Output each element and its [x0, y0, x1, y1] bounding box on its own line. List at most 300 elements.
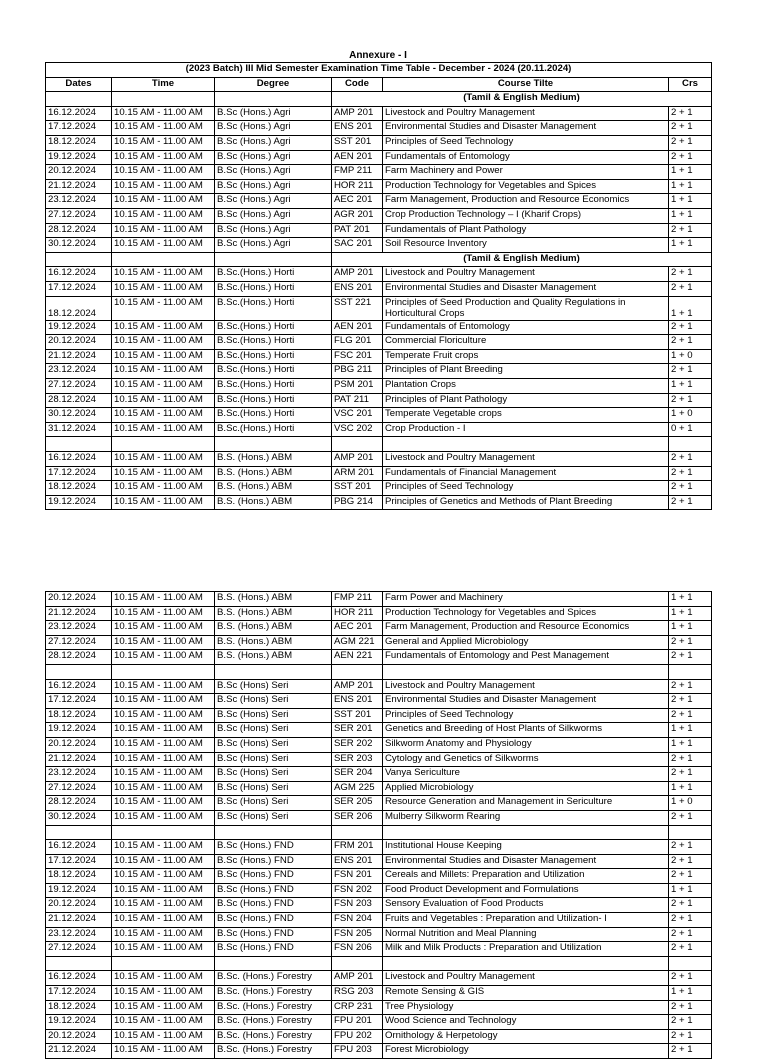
course-code: ENS 201 [332, 121, 383, 136]
degree: B.Sc (Hons.) Agri [215, 223, 332, 238]
exam-date: 19.12.2024 [46, 150, 112, 165]
table-row [46, 679, 712, 694]
table-row [46, 335, 712, 350]
credits: 2 + 1 [669, 650, 712, 665]
credits: 1 + 0 [669, 796, 712, 811]
exam-time: 10.15 AM - 11.00 AM [112, 208, 215, 223]
exam-time: 10.15 AM - 11.00 AM [112, 752, 215, 767]
course-code: AMP 201 [332, 267, 383, 282]
exam-date: 16.12.2024 [46, 971, 112, 986]
credits: 2 + 1 [669, 1015, 712, 1030]
course-title: Environmental Studies and Disaster Management [383, 694, 669, 709]
degree: B.Sc. (Hons.) Forestry [215, 1015, 332, 1030]
exam-time: 10.15 AM - 11.00 AM [112, 796, 215, 811]
course-title: Crop Production - I [383, 422, 669, 437]
exam-timetable-page-1 [45, 62, 712, 510]
empty-cell [669, 956, 712, 971]
credits: 1 + 1 [669, 165, 712, 180]
degree: B.Sc.(Hons.) Horti [215, 393, 332, 408]
exam-date: 17.12.2024 [46, 466, 112, 481]
course-code: AMP 201 [332, 106, 383, 121]
column-header: Dates [46, 77, 112, 92]
course-code: ARM 201 [332, 466, 383, 481]
course-title: Crop Production Technology – I (Kharif Crops) [383, 208, 669, 223]
degree: B.Sc.(Hons.) Horti [215, 422, 332, 437]
exam-date: 16.12.2024 [46, 679, 112, 694]
degree: B.Sc (Hons) Seri [215, 723, 332, 738]
credits: 2 + 1 [669, 267, 712, 282]
credits: 2 + 1 [669, 942, 712, 957]
exam-date: 16.12.2024 [46, 106, 112, 121]
degree: B.Sc (Hons) Seri [215, 781, 332, 796]
course-code: SER 202 [332, 737, 383, 752]
table-title: (2023 Batch) III Mid Semester Examination Time Table - December - 2024 (20.11.2024) [46, 63, 712, 78]
course-title: Farm Management, Production and Resource Economics [383, 194, 669, 209]
credits: 2 + 1 [669, 481, 712, 496]
credits: 2 + 1 [669, 913, 712, 928]
exam-time: 10.15 AM - 11.00 AM [112, 1044, 215, 1059]
credits: 2 + 1 [669, 495, 712, 510]
course-title: Silkworm Anatomy and Physiology [383, 737, 669, 752]
course-code: PAT 211 [332, 393, 383, 408]
credits: 1 + 1 [669, 986, 712, 1001]
course-title: Livestock and Poultry Management [383, 452, 669, 467]
empty-cell [215, 92, 332, 107]
exam-time: 10.15 AM - 11.00 AM [112, 121, 215, 136]
course-code: AGM 221 [332, 635, 383, 650]
spacer-row [46, 664, 712, 679]
degree: B.Sc (Hons.) FND [215, 913, 332, 928]
course-code: SST 221 [332, 296, 383, 320]
exam-date: 20.12.2024 [46, 592, 112, 607]
course-title: Ornithology & Herpetology [383, 1029, 669, 1044]
degree: B.Sc (Hons.) Agri [215, 135, 332, 150]
course-title: Production Technology for Vegetables and Spices [383, 606, 669, 621]
exam-time: 10.15 AM - 11.00 AM [112, 408, 215, 423]
table-row [46, 495, 712, 510]
exam-date: 19.12.2024 [46, 723, 112, 738]
degree: B.Sc (Hons.) Agri [215, 165, 332, 180]
exam-date: 17.12.2024 [46, 694, 112, 709]
degree: B.S. (Hons.) ABM [215, 481, 332, 496]
course-title: General and Applied Microbiology [383, 635, 669, 650]
credits: 2 + 1 [669, 106, 712, 121]
table-row [46, 810, 712, 825]
course-title: Cytology and Genetics of Silkworms [383, 752, 669, 767]
course-code: AEN 201 [332, 150, 383, 165]
degree: B.Sc (Hons) Seri [215, 679, 332, 694]
table-row [46, 194, 712, 209]
table-row [46, 650, 712, 665]
exam-time: 10.15 AM - 11.00 AM [112, 422, 215, 437]
credits: 2 + 1 [669, 135, 712, 150]
degree: B.Sc.(Hons.) Horti [215, 349, 332, 364]
exam-time: 10.15 AM - 11.00 AM [112, 737, 215, 752]
course-code: HOR 211 [332, 606, 383, 621]
degree: B.Sc (Hons) Seri [215, 796, 332, 811]
table-row [46, 840, 712, 855]
credits: 2 + 1 [669, 320, 712, 335]
exam-date: 27.12.2024 [46, 635, 112, 650]
credits: 2 + 1 [669, 767, 712, 782]
exam-time: 10.15 AM - 11.00 AM [112, 650, 215, 665]
degree: B.Sc (Hons.) FND [215, 942, 332, 957]
empty-cell [46, 664, 112, 679]
empty-cell [215, 252, 332, 267]
exam-time: 10.15 AM - 11.00 AM [112, 971, 215, 986]
table-row [46, 320, 712, 335]
course-title: Wood Science and Technology [383, 1015, 669, 1030]
table-row [46, 737, 712, 752]
exam-date: 23.12.2024 [46, 194, 112, 209]
table-row [46, 781, 712, 796]
course-title: Fundamentals of Plant Pathology [383, 223, 669, 238]
credits: 2 + 1 [669, 854, 712, 869]
exam-time: 10.15 AM - 11.00 AM [112, 194, 215, 209]
exam-date: 18.12.2024 [46, 296, 112, 320]
table-row [46, 621, 712, 636]
table-row [46, 296, 712, 320]
exam-date: 16.12.2024 [46, 452, 112, 467]
credits: 1 + 1 [669, 883, 712, 898]
degree: B.S. (Hons.) ABM [215, 452, 332, 467]
course-code: SER 204 [332, 767, 383, 782]
exam-time: 10.15 AM - 11.00 AM [112, 135, 215, 150]
course-title: Commercial Floriculture [383, 335, 669, 350]
degree: B.Sc.(Hons.) Horti [215, 320, 332, 335]
course-code: PAT 201 [332, 223, 383, 238]
exam-date: 16.12.2024 [46, 267, 112, 282]
credits: 2 + 1 [669, 393, 712, 408]
table-row [46, 913, 712, 928]
exam-time: 10.15 AM - 11.00 AM [112, 898, 215, 913]
empty-cell [46, 825, 112, 840]
table-row [46, 723, 712, 738]
table-row [46, 606, 712, 621]
exam-time: 10.15 AM - 11.00 AM [112, 179, 215, 194]
table-row [46, 883, 712, 898]
exam-time: 10.15 AM - 11.00 AM [112, 335, 215, 350]
course-title: Principles of Seed Production and Quality Regulations in Horticultural Crops [383, 296, 669, 320]
course-code: FPU 201 [332, 1015, 383, 1030]
credits: 2 + 1 [669, 1029, 712, 1044]
credits: 1 + 1 [669, 723, 712, 738]
degree: B.S. (Hons.) ABM [215, 466, 332, 481]
exam-time: 10.15 AM - 11.00 AM [112, 165, 215, 180]
medium-row [46, 252, 712, 267]
exam-time: 10.15 AM - 11.00 AM [112, 606, 215, 621]
degree: B.Sc. (Hons.) Forestry [215, 1029, 332, 1044]
course-title: Milk and Milk Products : Preparation and Utilization [383, 942, 669, 957]
course-title: Principles of Plant Breeding [383, 364, 669, 379]
degree: B.S. (Hons.) ABM [215, 650, 332, 665]
credits: 1 + 1 [669, 621, 712, 636]
table-row [46, 422, 712, 437]
degree: B.Sc (Hons) Seri [215, 694, 332, 709]
degree: B.Sc (Hons) Seri [215, 752, 332, 767]
exam-time: 10.15 AM - 11.00 AM [112, 679, 215, 694]
credits: 2 + 1 [669, 452, 712, 467]
table-row [46, 364, 712, 379]
exam-time: 10.15 AM - 11.00 AM [112, 986, 215, 1001]
credits: 1 + 1 [669, 737, 712, 752]
course-code: SST 201 [332, 135, 383, 150]
credits: 1 + 1 [669, 379, 712, 394]
course-title: Genetics and Breeding of Host Plants of Silkworms [383, 723, 669, 738]
course-code: AEN 221 [332, 650, 383, 665]
exam-date: 20.12.2024 [46, 898, 112, 913]
credits: 1 + 1 [669, 194, 712, 209]
exam-time: 10.15 AM - 11.00 AM [112, 495, 215, 510]
column-header: Time [112, 77, 215, 92]
degree: B.Sc.(Hons.) Horti [215, 296, 332, 320]
course-title: Principles of Seed Technology [383, 708, 669, 723]
exam-date: 23.12.2024 [46, 767, 112, 782]
degree: B.Sc. (Hons.) Forestry [215, 1000, 332, 1015]
spacer-row [46, 825, 712, 840]
course-code: FSN 202 [332, 883, 383, 898]
degree: B.Sc.(Hons.) Horti [215, 267, 332, 282]
exam-date: 19.12.2024 [46, 320, 112, 335]
credits: 2 + 1 [669, 752, 712, 767]
degree: B.S. (Hons.) ABM [215, 592, 332, 607]
exam-date: 20.12.2024 [46, 737, 112, 752]
course-code: PSM 201 [332, 379, 383, 394]
course-title: Vanya Sericulture [383, 767, 669, 782]
exam-date: 28.12.2024 [46, 650, 112, 665]
exam-date: 31.12.2024 [46, 422, 112, 437]
credits: 2 + 1 [669, 679, 712, 694]
table-row [46, 854, 712, 869]
course-code: SST 201 [332, 481, 383, 496]
exam-time: 10.15 AM - 11.00 AM [112, 481, 215, 496]
exam-time: 10.15 AM - 11.00 AM [112, 723, 215, 738]
spacer-row [46, 437, 712, 452]
table-row [46, 349, 712, 364]
exam-time: 10.15 AM - 11.00 AM [112, 150, 215, 165]
course-code: AMP 201 [332, 452, 383, 467]
course-code: SAC 201 [332, 238, 383, 253]
course-code: ENS 201 [332, 281, 383, 296]
course-code: AMP 201 [332, 971, 383, 986]
table-row [46, 408, 712, 423]
exam-date: 17.12.2024 [46, 121, 112, 136]
course-code: AEN 201 [332, 320, 383, 335]
degree: B.Sc.(Hons.) Horti [215, 364, 332, 379]
course-title: Forest Microbiology [383, 1044, 669, 1059]
degree: B.Sc (Hons.) FND [215, 927, 332, 942]
empty-cell [332, 437, 383, 452]
course-title: Livestock and Poultry Management [383, 267, 669, 282]
exam-date: 30.12.2024 [46, 238, 112, 253]
credits: 2 + 1 [669, 281, 712, 296]
exam-date: 27.12.2024 [46, 781, 112, 796]
exam-time: 10.15 AM - 11.00 AM [112, 767, 215, 782]
course-code: VSC 201 [332, 408, 383, 423]
exam-date: 17.12.2024 [46, 986, 112, 1001]
exam-time: 10.15 AM - 11.00 AM [112, 1029, 215, 1044]
table-row [46, 165, 712, 180]
table-row [46, 898, 712, 913]
degree: B.S. (Hons.) ABM [215, 621, 332, 636]
course-code: AEC 201 [332, 621, 383, 636]
course-code: SST 201 [332, 708, 383, 723]
degree: B.Sc (Hons.) FND [215, 854, 332, 869]
course-code: FSN 201 [332, 869, 383, 884]
table-row [46, 694, 712, 709]
exam-time: 10.15 AM - 11.00 AM [112, 1000, 215, 1015]
course-title: Mulberry Silkworm Rearing [383, 810, 669, 825]
exam-time: 10.15 AM - 11.00 AM [112, 223, 215, 238]
exam-time: 10.15 AM - 11.00 AM [112, 296, 215, 320]
table-row [46, 796, 712, 811]
empty-cell [46, 252, 112, 267]
exam-date: 23.12.2024 [46, 621, 112, 636]
exam-time: 10.15 AM - 11.00 AM [112, 927, 215, 942]
credits: 2 + 1 [669, 364, 712, 379]
course-code: FRM 201 [332, 840, 383, 855]
course-code: SER 203 [332, 752, 383, 767]
course-title: Farm Machinery and Power [383, 165, 669, 180]
credits: 2 + 1 [669, 708, 712, 723]
degree: B.Sc (Hons) Seri [215, 737, 332, 752]
exam-date: 27.12.2024 [46, 942, 112, 957]
exam-date: 21.12.2024 [46, 606, 112, 621]
course-code: AGM 225 [332, 781, 383, 796]
exam-time: 10.15 AM - 11.00 AM [112, 635, 215, 650]
course-code: AGR 201 [332, 208, 383, 223]
table-row [46, 106, 712, 121]
course-code: FPU 202 [332, 1029, 383, 1044]
exam-date: 17.12.2024 [46, 281, 112, 296]
empty-cell [112, 437, 215, 452]
course-title: Plantation Crops [383, 379, 669, 394]
course-code: AMP 201 [332, 679, 383, 694]
degree: B.Sc (Hons.) Agri [215, 121, 332, 136]
exam-date: 17.12.2024 [46, 854, 112, 869]
exam-time: 10.15 AM - 11.00 AM [112, 238, 215, 253]
table-row [46, 1044, 712, 1059]
spacer-row [46, 956, 712, 971]
degree: B.S. (Hons.) ABM [215, 635, 332, 650]
course-code: FSN 204 [332, 913, 383, 928]
credits: 1 + 1 [669, 781, 712, 796]
course-title: Temperate Vegetable crops [383, 408, 669, 423]
exam-date: 18.12.2024 [46, 1000, 112, 1015]
exam-time: 10.15 AM - 11.00 AM [112, 810, 215, 825]
course-code: AEC 201 [332, 194, 383, 209]
course-code: FSN 205 [332, 927, 383, 942]
empty-cell [669, 825, 712, 840]
degree: B.Sc (Hons.) Agri [215, 106, 332, 121]
course-code: RSG 203 [332, 986, 383, 1001]
exam-time: 10.15 AM - 11.00 AM [112, 694, 215, 709]
degree: B.Sc. (Hons.) Forestry [215, 986, 332, 1001]
table-row [46, 869, 712, 884]
exam-time: 10.15 AM - 11.00 AM [112, 781, 215, 796]
exam-time: 10.15 AM - 11.00 AM [112, 942, 215, 957]
table-row [46, 208, 712, 223]
course-title: Institutional House Keeping [383, 840, 669, 855]
column-header: Course Tilte [383, 77, 669, 92]
empty-cell [46, 92, 112, 107]
empty-cell [112, 664, 215, 679]
table-row [46, 971, 712, 986]
course-title: Fundamentals of Entomology [383, 150, 669, 165]
exam-date: 21.12.2024 [46, 752, 112, 767]
course-title: Farm Management, Production and Resource Economics [383, 621, 669, 636]
credits: 2 + 1 [669, 840, 712, 855]
exam-date: 20.12.2024 [46, 165, 112, 180]
exam-time: 10.15 AM - 11.00 AM [112, 840, 215, 855]
exam-date: 19.12.2024 [46, 495, 112, 510]
empty-cell [215, 956, 332, 971]
course-title: Food Product Development and Formulations [383, 883, 669, 898]
credits: 2 + 1 [669, 635, 712, 650]
course-title: Environmental Studies and Disaster Management [383, 121, 669, 136]
credits: 2 + 1 [669, 1044, 712, 1059]
empty-cell [215, 437, 332, 452]
exam-date: 27.12.2024 [46, 379, 112, 394]
credits: 2 + 1 [669, 223, 712, 238]
empty-cell [332, 956, 383, 971]
degree: B.Sc (Hons.) FND [215, 869, 332, 884]
empty-cell [332, 664, 383, 679]
table-row [46, 150, 712, 165]
empty-cell [46, 437, 112, 452]
course-code: SER 205 [332, 796, 383, 811]
exam-time: 10.15 AM - 11.00 AM [112, 320, 215, 335]
degree: B.Sc (Hons) Seri [215, 767, 332, 782]
credits: 1 + 1 [669, 179, 712, 194]
medium-row [46, 92, 712, 107]
course-title: Applied Microbiology [383, 781, 669, 796]
course-title: Temperate Fruit crops [383, 349, 669, 364]
exam-time: 10.15 AM - 11.00 AM [112, 466, 215, 481]
empty-cell [669, 664, 712, 679]
table-row [46, 767, 712, 782]
exam-time: 10.15 AM - 11.00 AM [112, 854, 215, 869]
credits: 2 + 1 [669, 927, 712, 942]
degree: B.Sc (Hons.) FND [215, 898, 332, 913]
exam-date: 16.12.2024 [46, 840, 112, 855]
exam-time: 10.15 AM - 11.00 AM [112, 452, 215, 467]
degree: B.Sc.(Hons.) Horti [215, 281, 332, 296]
degree: B.Sc (Hons.) Agri [215, 194, 332, 209]
degree: B.Sc (Hons.) Agri [215, 208, 332, 223]
exam-time: 10.15 AM - 11.00 AM [112, 281, 215, 296]
course-code: SER 201 [332, 723, 383, 738]
course-title: Livestock and Poultry Management [383, 106, 669, 121]
course-code: PBG 214 [332, 495, 383, 510]
course-title: Fundamentals of Financial Management [383, 466, 669, 481]
exam-date: 18.12.2024 [46, 481, 112, 496]
exam-date: 30.12.2024 [46, 408, 112, 423]
degree: B.Sc. (Hons.) Forestry [215, 971, 332, 986]
degree: B.Sc (Hons) Seri [215, 708, 332, 723]
exam-date: 18.12.2024 [46, 869, 112, 884]
degree: B.Sc. (Hons.) Forestry [215, 1044, 332, 1059]
column-header: Degree [215, 77, 332, 92]
exam-date: 30.12.2024 [46, 810, 112, 825]
credits: 1 + 0 [669, 349, 712, 364]
table-row [46, 927, 712, 942]
credits: 1 + 1 [669, 606, 712, 621]
table-row [46, 452, 712, 467]
credits: 1 + 1 [669, 208, 712, 223]
degree: B.Sc (Hons.) Agri [215, 238, 332, 253]
credits: 1 + 0 [669, 408, 712, 423]
